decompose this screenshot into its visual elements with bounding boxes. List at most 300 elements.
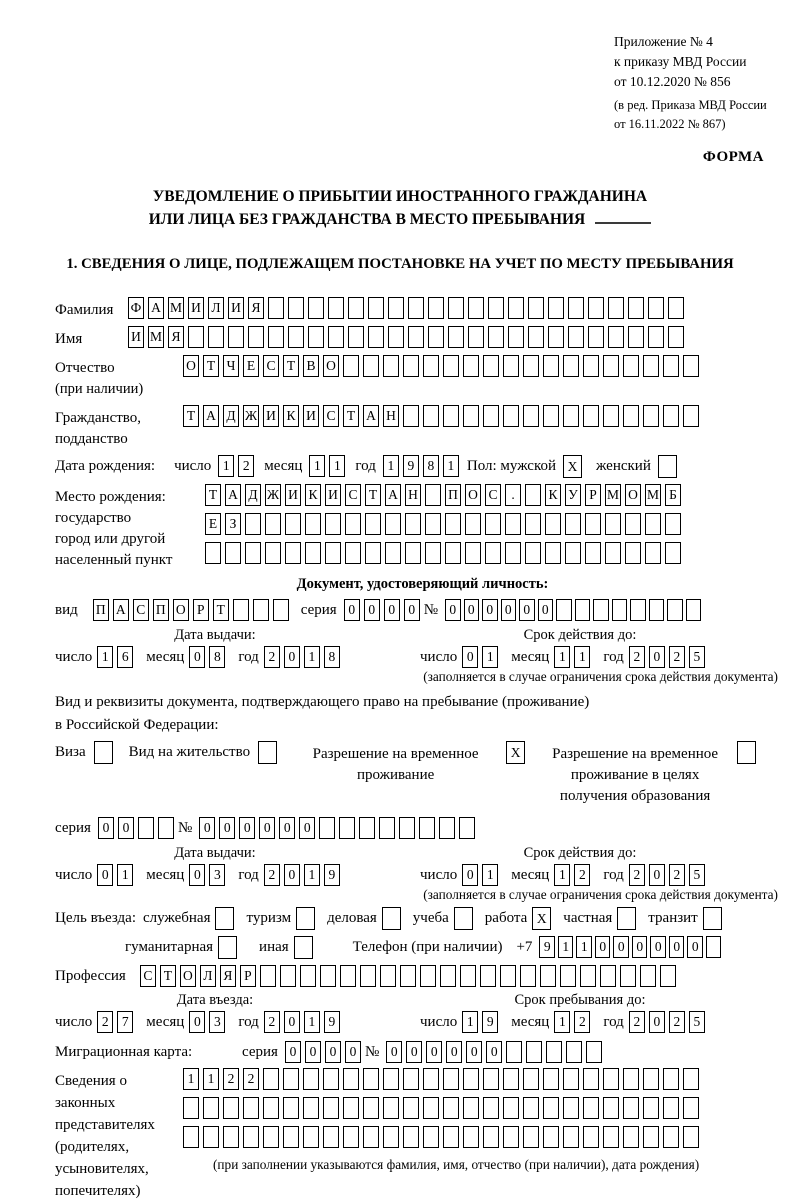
char-cell[interactable]: 0 — [501, 599, 517, 621]
purpose-transit-checkbox[interactable] — [703, 907, 722, 930]
char-cell[interactable] — [382, 907, 401, 930]
char-cell[interactable]: 0 — [199, 817, 215, 839]
char-cell[interactable] — [643, 1068, 659, 1090]
char-cell[interactable] — [526, 1041, 542, 1063]
char-cell[interactable] — [643, 1097, 659, 1119]
char-cell[interactable] — [158, 817, 174, 839]
char-cell[interactable]: П — [445, 484, 461, 506]
char-cell[interactable] — [428, 297, 444, 319]
residence-series-input[interactable] — [98, 817, 178, 839]
char-cell[interactable] — [388, 297, 404, 319]
char-cell[interactable]: 0 — [284, 1011, 300, 1033]
char-cell[interactable]: 1 — [554, 864, 570, 886]
phone-input[interactable] — [539, 936, 724, 958]
char-cell[interactable] — [365, 513, 381, 535]
identity-expiry-month[interactable] — [554, 646, 594, 668]
char-cell[interactable] — [623, 1097, 639, 1119]
char-cell[interactable]: 2 — [669, 864, 685, 886]
char-cell[interactable]: X — [563, 455, 582, 478]
char-cell[interactable] — [223, 1126, 239, 1148]
char-cell[interactable]: 9 — [324, 1011, 340, 1033]
char-cell[interactable]: 0 — [687, 936, 703, 958]
char-cell[interactable] — [283, 1068, 299, 1090]
char-cell[interactable] — [343, 355, 359, 377]
char-cell[interactable]: 1 — [383, 455, 399, 477]
char-cell[interactable] — [667, 599, 683, 621]
char-cell[interactable]: Ч — [223, 355, 239, 377]
char-cell[interactable]: 0 — [189, 864, 205, 886]
char-cell[interactable] — [425, 542, 441, 564]
purpose-work-checkbox[interactable] — [532, 907, 551, 930]
char-cell[interactable]: Я — [248, 297, 264, 319]
char-cell[interactable] — [408, 326, 424, 348]
char-cell[interactable] — [403, 355, 419, 377]
char-cell[interactable]: Ф — [128, 297, 144, 319]
char-cell[interactable]: 1 — [554, 1011, 570, 1033]
char-cell[interactable] — [283, 1126, 299, 1148]
identity-issue-year[interactable] — [264, 646, 344, 668]
char-cell[interactable] — [423, 1126, 439, 1148]
char-cell[interactable] — [503, 1097, 519, 1119]
char-cell[interactable] — [405, 542, 421, 564]
char-cell[interactable] — [345, 542, 361, 564]
char-cell[interactable] — [608, 326, 624, 348]
stay-year[interactable] — [629, 1011, 709, 1033]
residence-issue-year[interactable] — [264, 864, 344, 886]
char-cell[interactable] — [260, 965, 276, 987]
char-cell[interactable] — [348, 326, 364, 348]
identity-issue-month[interactable] — [189, 646, 229, 668]
char-cell[interactable] — [308, 297, 324, 319]
char-cell[interactable] — [263, 1126, 279, 1148]
char-cell[interactable] — [483, 1126, 499, 1148]
char-cell[interactable]: А — [203, 405, 219, 427]
temporary-residence-education-checkbox[interactable] — [737, 741, 756, 764]
char-cell[interactable] — [388, 326, 404, 348]
char-cell[interactable] — [703, 907, 722, 930]
char-cell[interactable] — [268, 297, 284, 319]
char-cell[interactable] — [443, 1126, 459, 1148]
char-cell[interactable] — [463, 355, 479, 377]
char-cell[interactable] — [383, 1126, 399, 1148]
char-cell[interactable]: М — [605, 484, 621, 506]
char-cell[interactable] — [603, 1068, 619, 1090]
char-cell[interactable] — [303, 1097, 319, 1119]
char-cell[interactable]: 2 — [629, 1011, 645, 1033]
char-cell[interactable] — [683, 1126, 699, 1148]
birth-month-input[interactable] — [309, 455, 349, 477]
char-cell[interactable] — [643, 1126, 659, 1148]
char-cell[interactable] — [460, 965, 476, 987]
char-cell[interactable]: А — [385, 484, 401, 506]
char-cell[interactable] — [218, 936, 237, 959]
char-cell[interactable] — [665, 513, 681, 535]
char-cell[interactable] — [623, 1126, 639, 1148]
char-cell[interactable]: 1 — [218, 455, 234, 477]
purpose-other-checkbox[interactable] — [294, 936, 313, 959]
char-cell[interactable]: Н — [405, 484, 421, 506]
char-cell[interactable] — [588, 326, 604, 348]
char-cell[interactable]: 0 — [285, 1041, 301, 1063]
purpose-humanitarian-checkbox[interactable] — [218, 936, 237, 959]
char-cell[interactable] — [645, 542, 661, 564]
residence-issue-day[interactable] — [97, 864, 137, 886]
char-cell[interactable] — [663, 355, 679, 377]
char-cell[interactable] — [445, 513, 461, 535]
char-cell[interactable] — [94, 741, 113, 764]
surname-input[interactable] — [128, 297, 688, 319]
char-cell[interactable] — [686, 599, 702, 621]
purpose-business-checkbox[interactable] — [382, 907, 401, 930]
char-cell[interactable]: 0 — [384, 599, 400, 621]
char-cell[interactable] — [645, 513, 661, 535]
char-cell[interactable] — [545, 513, 561, 535]
char-cell[interactable]: О — [183, 355, 199, 377]
char-cell[interactable] — [583, 355, 599, 377]
char-cell[interactable] — [340, 965, 356, 987]
residence-expiry-day[interactable] — [462, 864, 502, 886]
char-cell[interactable] — [368, 297, 384, 319]
purpose-study-checkbox[interactable] — [454, 907, 473, 930]
char-cell[interactable]: 1 — [462, 1011, 478, 1033]
char-cell[interactable]: 0 — [486, 1041, 502, 1063]
residence-number-input[interactable] — [199, 817, 479, 839]
char-cell[interactable]: 1 — [482, 864, 498, 886]
char-cell[interactable]: 1 — [117, 864, 133, 886]
char-cell[interactable]: У — [565, 484, 581, 506]
char-cell[interactable] — [273, 599, 289, 621]
char-cell[interactable]: С — [133, 599, 149, 621]
char-cell[interactable]: Т — [203, 355, 219, 377]
char-cell[interactable] — [285, 542, 301, 564]
char-cell[interactable]: 9 — [324, 864, 340, 886]
char-cell[interactable]: 0 — [406, 1041, 422, 1063]
char-cell[interactable] — [263, 1068, 279, 1090]
char-cell[interactable] — [523, 355, 539, 377]
char-cell[interactable] — [568, 297, 584, 319]
char-cell[interactable]: Т — [160, 965, 176, 987]
char-cell[interactable] — [503, 1068, 519, 1090]
char-cell[interactable]: 1 — [183, 1068, 199, 1090]
char-cell[interactable] — [363, 1097, 379, 1119]
migration-number-input[interactable] — [386, 1041, 606, 1063]
char-cell[interactable]: П — [93, 599, 109, 621]
char-cell[interactable]: 2 — [629, 646, 645, 668]
char-cell[interactable]: Р — [240, 965, 256, 987]
char-cell[interactable] — [605, 513, 621, 535]
char-cell[interactable] — [683, 1097, 699, 1119]
char-cell[interactable] — [379, 817, 395, 839]
char-cell[interactable]: 2 — [264, 646, 280, 668]
identity-expiry-year[interactable] — [629, 646, 709, 668]
char-cell[interactable] — [683, 355, 699, 377]
char-cell[interactable] — [359, 817, 375, 839]
char-cell[interactable] — [138, 817, 154, 839]
char-cell[interactable] — [363, 355, 379, 377]
char-cell[interactable]: 0 — [462, 864, 478, 886]
char-cell[interactable] — [448, 297, 464, 319]
char-cell[interactable] — [585, 542, 601, 564]
char-cell[interactable] — [459, 817, 475, 839]
char-cell[interactable]: 1 — [558, 936, 574, 958]
char-cell[interactable]: И — [325, 484, 341, 506]
char-cell[interactable]: С — [263, 355, 279, 377]
doc-type-input[interactable] — [93, 599, 293, 621]
char-cell[interactable]: 1 — [304, 646, 320, 668]
char-cell[interactable] — [385, 513, 401, 535]
char-cell[interactable]: 9 — [482, 1011, 498, 1033]
char-cell[interactable] — [503, 1126, 519, 1148]
char-cell[interactable] — [360, 965, 376, 987]
char-cell[interactable]: 0 — [118, 817, 134, 839]
char-cell[interactable] — [617, 907, 636, 930]
char-cell[interactable] — [665, 542, 681, 564]
residence-expiry-month[interactable] — [554, 864, 594, 886]
char-cell[interactable] — [308, 326, 324, 348]
char-cell[interactable] — [603, 405, 619, 427]
char-cell[interactable]: И — [128, 326, 144, 348]
char-cell[interactable]: Ж — [243, 405, 259, 427]
char-cell[interactable] — [343, 1126, 359, 1148]
char-cell[interactable] — [423, 405, 439, 427]
char-cell[interactable]: О — [323, 355, 339, 377]
purpose-tourism-checkbox[interactable] — [296, 907, 315, 930]
char-cell[interactable] — [420, 965, 436, 987]
char-cell[interactable]: X — [532, 907, 551, 930]
char-cell[interactable]: 0 — [345, 1041, 361, 1063]
char-cell[interactable] — [248, 326, 264, 348]
char-cell[interactable] — [325, 513, 341, 535]
visa-checkbox[interactable] — [94, 741, 113, 764]
char-cell[interactable] — [625, 542, 641, 564]
firstname-input[interactable] — [128, 326, 688, 348]
char-cell[interactable]: К — [283, 405, 299, 427]
char-cell[interactable] — [448, 326, 464, 348]
birthplace-input-row2[interactable] — [205, 513, 685, 535]
char-cell[interactable] — [543, 1068, 559, 1090]
char-cell[interactable] — [483, 1097, 499, 1119]
char-cell[interactable] — [205, 542, 221, 564]
char-cell[interactable]: 0 — [426, 1041, 442, 1063]
char-cell[interactable] — [203, 1126, 219, 1148]
char-cell[interactable]: 0 — [386, 1041, 402, 1063]
char-cell[interactable] — [443, 405, 459, 427]
char-cell[interactable] — [706, 936, 722, 958]
char-cell[interactable]: 8 — [209, 646, 225, 668]
residence-issue-month[interactable] — [189, 864, 229, 886]
char-cell[interactable] — [323, 1097, 339, 1119]
patronymic-input[interactable] — [183, 355, 703, 377]
char-cell[interactable]: Л — [200, 965, 216, 987]
char-cell[interactable]: А — [148, 297, 164, 319]
char-cell[interactable]: 5 — [689, 1011, 705, 1033]
char-cell[interactable]: 5 — [689, 864, 705, 886]
char-cell[interactable]: 0 — [632, 936, 648, 958]
char-cell[interactable] — [663, 1126, 679, 1148]
char-cell[interactable]: 2 — [223, 1068, 239, 1090]
char-cell[interactable]: Т — [213, 599, 229, 621]
char-cell[interactable] — [525, 484, 541, 506]
char-cell[interactable] — [593, 599, 609, 621]
char-cell[interactable] — [668, 297, 684, 319]
char-cell[interactable] — [408, 297, 424, 319]
char-cell[interactable]: О — [465, 484, 481, 506]
char-cell[interactable]: З — [225, 513, 241, 535]
char-cell[interactable] — [588, 297, 604, 319]
char-cell[interactable] — [365, 542, 381, 564]
char-cell[interactable] — [523, 1068, 539, 1090]
char-cell[interactable]: М — [148, 326, 164, 348]
char-cell[interactable] — [183, 1097, 199, 1119]
char-cell[interactable] — [343, 1068, 359, 1090]
char-cell[interactable] — [658, 455, 677, 478]
temporary-residence-checkbox[interactable] — [506, 741, 525, 764]
char-cell[interactable] — [440, 965, 456, 987]
char-cell[interactable]: 8 — [324, 646, 340, 668]
char-cell[interactable] — [628, 297, 644, 319]
char-cell[interactable]: 0 — [538, 599, 554, 621]
char-cell[interactable] — [445, 542, 461, 564]
stay-day[interactable] — [462, 1011, 502, 1033]
char-cell[interactable]: 0 — [219, 817, 235, 839]
char-cell[interactable]: 0 — [284, 864, 300, 886]
char-cell[interactable] — [605, 542, 621, 564]
char-cell[interactable]: В — [303, 355, 319, 377]
char-cell[interactable] — [300, 965, 316, 987]
representatives-input-row1[interactable] — [183, 1068, 703, 1090]
char-cell[interactable] — [630, 599, 646, 621]
char-cell[interactable] — [253, 599, 269, 621]
char-cell[interactable]: С — [140, 965, 156, 987]
char-cell[interactable] — [383, 1068, 399, 1090]
char-cell[interactable]: 0 — [97, 864, 113, 886]
char-cell[interactable] — [203, 1097, 219, 1119]
char-cell[interactable] — [463, 405, 479, 427]
char-cell[interactable] — [463, 1126, 479, 1148]
char-cell[interactable] — [258, 741, 277, 764]
char-cell[interactable]: 0 — [482, 599, 498, 621]
char-cell[interactable] — [343, 1097, 359, 1119]
char-cell[interactable] — [508, 326, 524, 348]
citizenship-input[interactable] — [183, 405, 703, 427]
representatives-input-row3[interactable] — [183, 1126, 703, 1148]
char-cell[interactable] — [683, 405, 699, 427]
char-cell[interactable] — [245, 542, 261, 564]
char-cell[interactable] — [563, 1068, 579, 1090]
representatives-input-row2[interactable] — [183, 1097, 703, 1119]
char-cell[interactable] — [583, 1097, 599, 1119]
char-cell[interactable] — [623, 405, 639, 427]
char-cell[interactable]: Е — [243, 355, 259, 377]
char-cell[interactable] — [546, 1041, 562, 1063]
char-cell[interactable] — [383, 355, 399, 377]
char-cell[interactable] — [640, 965, 656, 987]
char-cell[interactable] — [660, 965, 676, 987]
char-cell[interactable]: 0 — [364, 599, 380, 621]
char-cell[interactable] — [363, 1126, 379, 1148]
doc-series-input[interactable] — [344, 599, 424, 621]
char-cell[interactable]: 1 — [576, 936, 592, 958]
purpose-private-checkbox[interactable] — [617, 907, 636, 930]
char-cell[interactable] — [485, 542, 501, 564]
char-cell[interactable]: 1 — [574, 646, 590, 668]
char-cell[interactable]: К — [305, 484, 321, 506]
doc-number-input[interactable] — [445, 599, 704, 621]
char-cell[interactable] — [575, 599, 591, 621]
char-cell[interactable]: А — [363, 405, 379, 427]
char-cell[interactable]: О — [625, 484, 641, 506]
char-cell[interactable] — [643, 355, 659, 377]
char-cell[interactable] — [303, 1068, 319, 1090]
char-cell[interactable]: С — [323, 405, 339, 427]
char-cell[interactable] — [603, 1097, 619, 1119]
char-cell[interactable] — [296, 907, 315, 930]
char-cell[interactable]: 1 — [304, 864, 320, 886]
char-cell[interactable]: Я — [220, 965, 236, 987]
char-cell[interactable]: 0 — [595, 936, 611, 958]
char-cell[interactable]: Б — [665, 484, 681, 506]
char-cell[interactable] — [565, 542, 581, 564]
char-cell[interactable]: 0 — [464, 599, 480, 621]
char-cell[interactable] — [328, 297, 344, 319]
char-cell[interactable] — [580, 965, 596, 987]
char-cell[interactable]: И — [263, 405, 279, 427]
char-cell[interactable]: К — [545, 484, 561, 506]
char-cell[interactable] — [508, 297, 524, 319]
char-cell[interactable] — [503, 355, 519, 377]
char-cell[interactable]: 0 — [344, 599, 360, 621]
char-cell[interactable] — [363, 1068, 379, 1090]
birthplace-input-row1[interactable] — [205, 484, 685, 506]
char-cell[interactable] — [523, 405, 539, 427]
char-cell[interactable]: О — [180, 965, 196, 987]
char-cell[interactable]: Т — [283, 355, 299, 377]
char-cell[interactable] — [325, 542, 341, 564]
char-cell[interactable] — [663, 1097, 679, 1119]
char-cell[interactable] — [385, 542, 401, 564]
char-cell[interactable] — [568, 326, 584, 348]
char-cell[interactable]: 1 — [482, 646, 498, 668]
char-cell[interactable] — [403, 1126, 419, 1148]
birth-day-input[interactable] — [218, 455, 258, 477]
char-cell[interactable] — [265, 542, 281, 564]
char-cell[interactable] — [586, 1041, 602, 1063]
char-cell[interactable] — [505, 513, 521, 535]
char-cell[interactable]: 0 — [669, 936, 685, 958]
char-cell[interactable] — [305, 542, 321, 564]
char-cell[interactable] — [525, 542, 541, 564]
char-cell[interactable]: А — [113, 599, 129, 621]
char-cell[interactable] — [428, 326, 444, 348]
char-cell[interactable] — [423, 355, 439, 377]
char-cell[interactable]: Д — [223, 405, 239, 427]
entry-day[interactable] — [97, 1011, 137, 1033]
char-cell[interactable]: 2 — [97, 1011, 113, 1033]
char-cell[interactable] — [488, 297, 504, 319]
char-cell[interactable] — [463, 1068, 479, 1090]
char-cell[interactable] — [506, 1041, 522, 1063]
char-cell[interactable] — [643, 405, 659, 427]
char-cell[interactable]: . — [505, 484, 521, 506]
char-cell[interactable] — [483, 1068, 499, 1090]
char-cell[interactable]: 1 — [443, 455, 459, 477]
purpose-official-checkbox[interactable] — [215, 907, 234, 930]
char-cell[interactable]: 0 — [466, 1041, 482, 1063]
profession-input[interactable] — [140, 965, 680, 987]
char-cell[interactable]: Е — [205, 513, 221, 535]
char-cell[interactable]: 2 — [669, 646, 685, 668]
char-cell[interactable]: 0 — [239, 817, 255, 839]
